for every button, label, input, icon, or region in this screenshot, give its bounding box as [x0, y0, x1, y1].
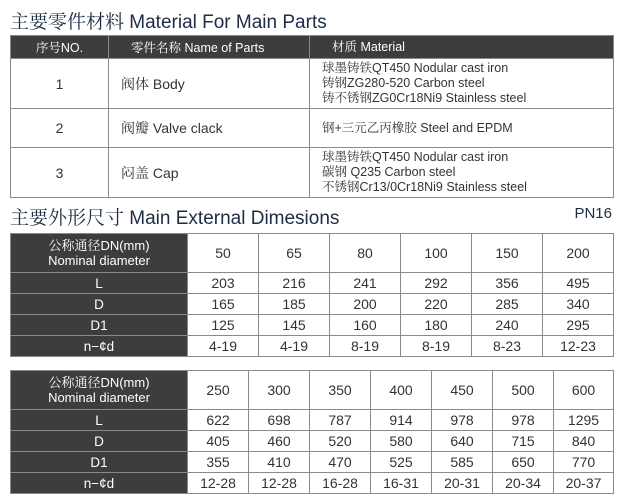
row-label: D	[11, 294, 188, 315]
row-label: L	[11, 273, 188, 294]
dn-row	[11, 234, 614, 273]
dn-label	[11, 371, 188, 410]
row-material	[310, 109, 614, 148]
cell: 240	[472, 315, 543, 336]
cell: 20-31	[432, 473, 493, 494]
cell: 12-28	[249, 473, 310, 494]
dn-value: 50	[188, 234, 259, 273]
cell: 640	[432, 431, 493, 452]
table-row	[11, 315, 614, 336]
table-row	[11, 410, 614, 431]
materials-table	[10, 35, 614, 198]
row-no: 2	[11, 109, 109, 148]
material-section-title: 主要零件材料 Material For Main Parts	[10, 12, 327, 33]
cell: 16-28	[310, 473, 371, 494]
cell: 585	[432, 452, 493, 473]
pressure-rating: PN16	[574, 205, 612, 222]
cell: 460	[249, 431, 310, 452]
table-row	[11, 431, 614, 452]
row-no: 1	[11, 59, 109, 109]
table-row	[11, 294, 614, 315]
row-label: D1	[11, 452, 188, 473]
materials-header-row	[11, 36, 614, 59]
material-line: 铸不锈钢ZG0Cr18Ni9 Stainless steel	[322, 91, 527, 105]
cell: 165	[188, 294, 259, 315]
cell: 180	[401, 315, 472, 336]
cell: 203	[188, 273, 259, 294]
header-part-name: 零件名称 Name of Parts	[109, 36, 310, 59]
cell: 4-19	[188, 336, 259, 357]
cell: 410	[249, 452, 310, 473]
cell: 355	[188, 452, 249, 473]
table-row	[11, 148, 614, 198]
material-line: 球墨铸铁QT450 Nodular cast iron	[322, 61, 509, 75]
cell: 200	[330, 294, 401, 315]
dn-value: 450	[432, 371, 493, 410]
cell: 622	[188, 410, 249, 431]
dn-value: 600	[554, 371, 614, 410]
material-line: 球墨铸铁QT450 Nodular cast iron	[322, 150, 509, 164]
cell: 914	[371, 410, 432, 431]
cell: 495	[543, 273, 614, 294]
dn-label-cn: 公称通径DN(mm)	[48, 238, 150, 253]
cell: 216	[259, 273, 330, 294]
cell: 405	[188, 431, 249, 452]
cell: 292	[401, 273, 472, 294]
dn-value: 100	[401, 234, 472, 273]
dn-value: 150	[472, 234, 543, 273]
dimension-section-title: 主要外形尺寸 Main External Dimesions	[10, 208, 340, 229]
table-row	[11, 473, 614, 494]
header-no: 序号NO.	[11, 36, 109, 59]
dn-value: 400	[371, 371, 432, 410]
table-row	[11, 452, 614, 473]
cell: 20-37	[554, 473, 614, 494]
cell: 285	[472, 294, 543, 315]
dn-label-en: Nominal diameter	[48, 390, 150, 405]
material-line: 铸钢ZG280-520 Carbon steel	[322, 76, 485, 90]
table-row	[11, 336, 614, 357]
row-label: D	[11, 431, 188, 452]
cell: 525	[371, 452, 432, 473]
cell: 978	[493, 410, 554, 431]
cell: 20-34	[493, 473, 554, 494]
cell: 840	[554, 431, 614, 452]
row-label: D1	[11, 315, 188, 336]
row-material	[310, 59, 614, 109]
cell: 650	[493, 452, 554, 473]
cell: 698	[249, 410, 310, 431]
dn-value: 80	[330, 234, 401, 273]
cell: 125	[188, 315, 259, 336]
cell: 340	[543, 294, 614, 315]
row-label: n−¢d	[11, 336, 188, 357]
cell: 160	[330, 315, 401, 336]
cell: 220	[401, 294, 472, 315]
row-part: 阀瓣 Valve clack	[109, 109, 310, 148]
cell: 580	[371, 431, 432, 452]
dn-value: 350	[310, 371, 371, 410]
cell: 4-19	[259, 336, 330, 357]
cell: 770	[554, 452, 614, 473]
cell: 241	[330, 273, 401, 294]
cell: 8-19	[401, 336, 472, 357]
dn-value: 65	[259, 234, 330, 273]
cell: 145	[259, 315, 330, 336]
row-material	[310, 148, 614, 198]
cell: 12-23	[543, 336, 614, 357]
dimensions-table-2	[10, 370, 614, 494]
cell: 470	[310, 452, 371, 473]
table-row	[11, 59, 614, 109]
dn-label-en: Nominal diameter	[48, 253, 150, 268]
cell: 16-31	[371, 473, 432, 494]
cell: 295	[543, 315, 614, 336]
cell: 8-23	[472, 336, 543, 357]
cell: 1295	[554, 410, 614, 431]
cell: 978	[432, 410, 493, 431]
cell: 520	[310, 431, 371, 452]
cell: 787	[310, 410, 371, 431]
material-line: 钢+三元乙丙橡胶 Steel and EPDM	[322, 120, 513, 135]
row-label: L	[11, 410, 188, 431]
row-part: 闷盖 Cap	[109, 148, 310, 198]
material-line: 不锈钢Cr13/0Cr18Ni9 Stainless steel	[322, 180, 527, 194]
row-part: 阀体 Body	[109, 59, 310, 109]
row-no: 3	[11, 148, 109, 198]
dn-value: 500	[493, 371, 554, 410]
cell: 8-19	[330, 336, 401, 357]
dn-value: 200	[543, 234, 614, 273]
dimensions-table-1	[10, 233, 614, 357]
cell: 715	[493, 431, 554, 452]
cell: 356	[472, 273, 543, 294]
cell: 185	[259, 294, 330, 315]
dn-value: 300	[249, 371, 310, 410]
table-row	[11, 273, 614, 294]
dn-label-cn: 公称通径DN(mm)	[48, 375, 150, 390]
table-row	[11, 109, 614, 148]
row-label: n−¢d	[11, 473, 188, 494]
material-line: 碳钢 Q235 Carbon steel	[322, 165, 456, 179]
dn-label	[11, 234, 188, 273]
header-material: 材质 Material	[310, 36, 614, 59]
cell: 12-28	[188, 473, 249, 494]
dn-value: 250	[188, 371, 249, 410]
dn-row	[11, 371, 614, 410]
